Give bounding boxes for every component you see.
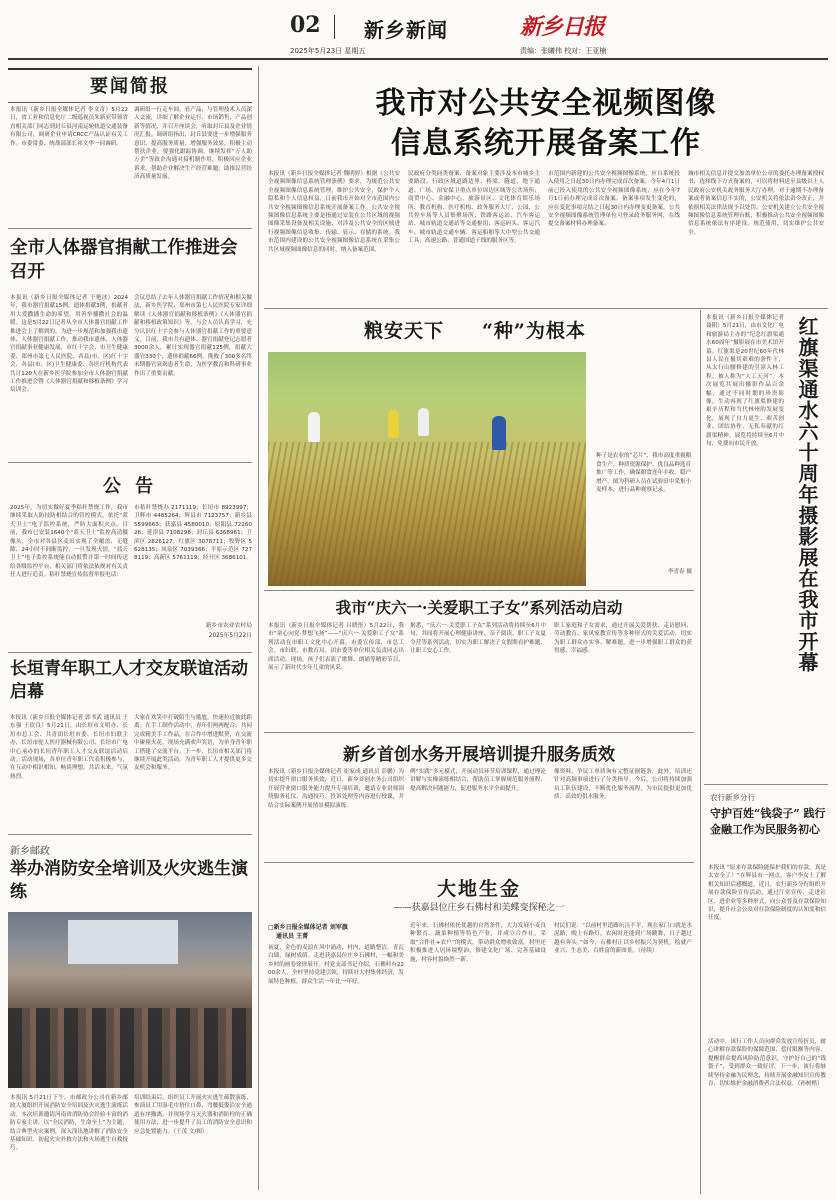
fire-kicker: 新乡邮政 — [10, 846, 50, 857]
youth-title: 长垣青年职工人才交友联谊活动启幕 — [10, 659, 248, 702]
youth-article — [8, 656, 252, 832]
rural-subtitle: ——获嘉县位庄乡石佛村和美蝶变探秘之一 — [393, 903, 565, 913]
bank-body-cont: 活动中，该行工作人员向群众发放宣传折页，耐心讲解存款保险的保障范围、偿付限额等内容，提醒群众提高风险防范意识，守护好自己的“钱袋子”，受到群众一致好评。下一步，该行将继续坚持金融为民理念，持续开展金融知识宣传教育，切实维护金融消费者合法权益。（孙树楷） — [708, 1039, 826, 1088]
divider — [264, 862, 694, 863]
fire-title: 举办消防安全培训及火灾逃生演练 — [10, 859, 248, 902]
water-body-col3: 像资料，争议工单质询有完整证据链条，此外，培训还针对高频事项进行了分类指导。今后，公司将持续加强员工队伍建设，不断优化服务流程，为市民提供更加优质、高效的供水服务。 — [554, 769, 692, 801]
bank-kicker: 农行新乡分行 — [710, 793, 755, 802]
donation-body: 本报讯（新乡日报全媒体记者 于艳冰）2024年，我市器官捐献15例，遗体捐献3例，捐献者用大爱撒播生命的希望，用善举播撒社会的温暖。这是5月22日记者从全市人体器官捐献工作推进会上了解到的。为进一步规范和加强我市遗体、人体器官捐献工作，推动我市遗体、人体器官捐献事业健康发展，市红十字会、市卫生健康委、郑州市第七人民医院、各县(市、区)红十字会、各县(市、区)卫生健康委、各医疗机构代表共计120人在新乡医学院参加全市人体器官捐献工作推进会暨《人体器官捐献和移植条例》学习培训会。 — [10, 295, 128, 394]
childrens-body-col2: 据悉，“庆六一·关爱职工子女”系列活动将持续至6月中旬，其间将开展心理健康讲座、亲子阅读、职工子女夏令营等系列活动，切实为职工解决子女假期看护难题，让职工安心工作。 — [410, 623, 546, 655]
fire-training-photo — [8, 912, 252, 1088]
news-briefs — [8, 68, 252, 228]
worker-figure — [418, 408, 429, 436]
divider — [264, 308, 828, 309]
rural-body-col2: 近年来，石佛村依托优越的自然条件，大力发展小麦良种繁育、蔬菜种植等特色产业，并成立合作社，采取“合作社+农户”的模式，带动群众增收致富。村里还积极推进人居环境整治，修建文化广场、完善基础设施，村容村貌焕然一新。 — [410, 923, 546, 963]
bank-body: 本报讯 “原来存款保险能保护我们的存款，真是太安全了！”在辉县市一网点，客户李女士了解相关知识后感慨道。近日，农行新乡分行组织开展存款保险宣传活动，通过厅堂宣传、走进社区、进企业等多种形式，向公众普及存款保险知识，提升社会公众对存款保险制度的认知度和信任度。 — [708, 865, 826, 922]
divider — [264, 590, 694, 591]
divider — [8, 834, 252, 835]
bank-article — [704, 788, 828, 1194]
canal-body: 本报讯（新乡日报全媒体记者 聂阳）5月21日，由市文化广电和旅游局主办的“纪念红旗渠通水60周年”摄影展在市美术馆开幕。红旗渠是20世纪60年代林县人民在极其艰难的条件下，从太行山腰修建的引漳入林工程，被人称为“人工天河”。本次展览共展出摄影作品百余幅，通过不同时期的珍贵影像，生动再现了红旗渠修建的艰辛历程和当代林州的发展变化，展现了自力更生、艰苦创业、团结协作、无私奉献的红旗渠精神。展览将持续至6月中旬，免费向市民开放。 — [706, 315, 784, 448]
briefs-body: 本报讯（新乡日报全媒体记者 李文奇）5月22日，省工业和信息化厅二级巡视员朱新亚带领省直相关部门同志到封丘县河南运轮轨道交通装备有限公司，调研企业申请CRCC产品认证有关工作。市委常委、统战部部长祁文华一同调研。 — [10, 107, 128, 147]
divider — [264, 732, 694, 733]
page-header — [0, 0, 836, 66]
youth-body: 本报讯（新乡日报全媒体记者 郭书武 通讯员 王东强 王钦良）5月21日，由长垣市文明办、长垣市总工会、共青团长垣市委、长垣市妇联主办，长垣市驼人医疗器械有限公司、长垣市广电中心承办的长垣青年职工人才交友联谊活动启动。活动现场，各单位青年职工代表积极参与，在互动中相识相知，畅谈理想，共话未来，气氛热烈。 — [10, 715, 128, 780]
fire-article — [8, 838, 252, 1194]
wheat-field-photo — [268, 352, 586, 586]
water-body-col2: 例“实践”多元模式，开展动员环节培训课程，通过理论讲解与实操演练相结合，帮助员工掌握规范服务流程，提高解决问题能力，促进服务水平全面提升。 — [410, 769, 546, 792]
water-body-col1: 本报讯（新乡日报全媒体记者 崔家成 通讯员 彭鹏）为切实提升窗口服务质效，近日，新乡首创水务公司组织开展营业窗口服务能力提升专项培训，邀请专业讲师围绕服务礼仪、沟通技巧、投诉处理等内容进行授课，并结合实际案例开展情景模拟演练。 — [268, 769, 404, 809]
notice-body: 2025年，为切实做好夏季秸秆禁烧工作，我市继续采取人防技防相结合的管控模式，依托“蓝天卫士”电子监控系统，严防大面积火点。目前，我市已安装1640个“蓝天卫士”监控高清摄像头，全市对各县区麦田实现了全覆盖、无缝隙、24小时不间断监控，一旦发现火情，“蓝天卫士”电子监控系统能自动报警并第一时间传送给各级监控平台，相关部门将依法依规对有关责任人进行追责。秸秆禁烧宣传监督举报电话： — [10, 505, 128, 579]
rural-byline: □新乡日报全媒体记者 刘军旗 — [268, 924, 348, 931]
notice-article — [8, 466, 252, 650]
newspaper-logo: 新乡日报 — [520, 14, 605, 40]
canal-title: 红旗渠通水六十周年摄影展在我市开幕 — [795, 316, 819, 673]
notice-title: 公 告 — [102, 476, 158, 497]
lead-body-col4: 城市相关信息并提交加盖单位公章的委托办理备案授权书，选择线下方式备案的，可以将材料送至县级以上人民政府公安机关政务服务大厅办理。对于逾期不办理备案或者备案信息不实的，公安机关将依法责令改正，并依据相关法律法规予以处罚。公安机关建立公共安全视频图像信息系统管理台账，积极推动公共安全视频图像信息系统依法有序建设、规范使用，切实维护公共安全。 — [688, 171, 824, 236]
lead-article — [264, 66, 828, 306]
rural-byline-2: 通讯员 王菁 — [276, 933, 309, 940]
editors-line: 责编：张曦伟 校对：王亚楠 — [520, 47, 607, 55]
harvest-feature — [264, 312, 694, 588]
canal-article — [704, 312, 828, 782]
fire-body: 本报讯 5月21日下午，市邮政分公司在新乡邮政大厦组织开展消防安全培训及火灾逃生演练活动。本次培训邀请河南省消防协会经验丰富的消防专家主讲，以“全民消防，生命至上”为主题，结合典型火灾案例，深入浅出地讲解了消防安全基础知识、初起火灾扑救方法和火场逃生自救技巧。 — [10, 1095, 128, 1152]
worker-figure — [308, 412, 320, 442]
divider — [8, 652, 252, 653]
lead-body-col1: 本报讯（新乡日报全媒体记者 魏明婷）根据《公共安全视频图像信息系统管理条例》要求，为规范公共安全视频图像信息系统管理，维护公共安全，保护个人隐私和个人信息权益，日前我市开始对全市范围内公共安全视频图像信息系统开展备案工作。公共安全视频图像信息系统主要是指通过安装在公共区域的视频图像采集设备及相关设施，对涉及公共安全的区域进行视频图像信息收集、传输、显示、存储的系统。我市范围内建设的公共安全视频图像信息系统在采集公共区域视频图像信息的同时，纳入备案范围。 — [268, 171, 400, 253]
notice-signature: 新乡市农业农村局 — [205, 623, 252, 629]
harvest-photo-credit: 李青春 摄 — [667, 569, 692, 575]
childrens-title: 我市“庆六一·关爱职工子女”系列活动启动 — [335, 598, 623, 617]
divider — [704, 784, 828, 785]
page-number: 02 — [290, 12, 321, 38]
header-rule — [8, 58, 828, 60]
lead-body-col2: 民政府分类同类备案、备案对象主要涉及本市城乡主要路段、行政区域道路边界、桥梁、隧道、地下通道、广场、治安保卫重点单位周边区域等公共场所；商贸中心、金融中心、旅游景区、文化体育娱乐场所、教育机构、医疗机构、政务服务大厅、公园、公共停车场等人员集聚场所；铁路客运站、汽车客运站、城市轨道交通站等交通枢纽；客运码头、客运汽车、城市轨道交通车辆、客运船舶等大中型公共交通工具；高速公路、普通国道干线的服务区等。 — [408, 171, 540, 245]
section-divider — [334, 15, 335, 39]
column-divider-left — [258, 66, 259, 1190]
section-title: 新乡新闻 — [364, 18, 448, 42]
donation-article — [8, 232, 252, 460]
rural-body-col1: 初夏，金色的麦浪在风中涌动，村内，道路整洁，青瓦白墙，绿树成荫。走进获嘉县位庄乡石佛村，一幅和美乡村的画卷徐徐展开。村党支部书记介绍，石佛村有2200余人，全村坚持党建引领，持续壮大村集体经济，发展特色种植，群众生活一年比一年好。 — [268, 945, 404, 985]
worker-figure — [492, 416, 506, 450]
publish-date: 2025年5月23日 星期五 — [290, 47, 366, 55]
donation-title: 全市人体器官捐献工作推进会召开 — [10, 238, 238, 282]
worker-figure — [388, 410, 399, 438]
harvest-title-left: 粮安天下 — [364, 320, 445, 342]
donation-body-cont: 会议总结了去年人体器官捐献工作情况和相关做法，新乡医学院、郑州市第七人民医院专家详细解读《人体器官捐献和移植条例》《人体器官捐献和移植政策知识》等。与会人员认真学习，充分认识红十字会参与人体器官捐献工作的重要意义。目前，我市共有遗体、器官捐献登记志愿者3000余人，累计实现器官捐献125例，捐献大器官330个，遗体捐献66例，挽救了300多名终末期器官衰竭患者生命，为医学教育和科研事业作出了重要贡献。 — [134, 295, 252, 377]
notice-phones: 市秸秆禁烧办 2171119；长垣市 8923997；卫辉市 4485264；辉县市 7123757；新乡县 5599663；获嘉县 4580010；原阳县 7226026；延津县 7108298；封丘县 6368961；卫滨区 2826127；红旗区 3078711；牧野区 5628135；凤泉区 7039366；平原示范区 7278119；高新区 5761119；经开区 3686101。 — [134, 505, 252, 562]
audience — [8, 1008, 252, 1088]
lead-title-line1: 我市对公共安全视频图像 — [375, 86, 717, 121]
briefs-title: 要闻简报 — [90, 76, 170, 97]
water-title: 新乡首创水务开展培训提升服务质效 — [343, 745, 615, 765]
rural-article — [264, 866, 694, 1194]
fire-body-cont: 培训结束后，组织员工开展火灾逃生疏散演练，参演员工用湿毛巾捂住口鼻、弯腰低姿沿安全通道有序撤离，并现场学习灭火器和消防栓的正确使用方法，进一步提升了员工的消防安全意识和应急处置能力。（王茂 文/图） — [134, 1095, 252, 1135]
rural-body-col3: 村民们说：“以前村里道路坑洼不平，现在家门口就是水泥路，晚上有路灯，农闲时还能到广场跳舞，日子越过越有奔头。”如今，石佛村正以乡村振兴为契机，绘就产业兴、生态美、百姓富的新图景。（待续） — [554, 923, 692, 955]
wheat-texture — [268, 442, 586, 586]
lead-body-col3: 市范围内新建的公共安全视频图像系统，应自系统投入使用之日起30日内办理完成首次备案。今年4月1日前已投入使用的公共安全视频图像系统，应在今年7月1日前办理完成首次备案。备案事项发生变化的，应在变化事项完结之日起30日内办理变更备案。公共安全视频图像系统管理单位可登录政务服务网，在线提交备案材料办理备案。 — [548, 171, 680, 228]
projection-screen — [68, 920, 178, 964]
rural-title: 大地生金 — [436, 878, 521, 900]
youth-body-cont: 大家在欢笑中打破陌生与尴尬，快速拉近彼此距离；在手工制作活动中，青年们两两配合，共同完成精美手工作品，在合作中增进默契，在交流中碰撞火花，现场充满欢声笑语，为单身青年职工搭建了交流平台。下一步，长垣市相关部门将继续开展此类活动，为青年职工人才提供更多交友机会和服务。 — [134, 715, 252, 772]
notice-date: 2025年5月22日 — [208, 633, 252, 639]
divider — [8, 228, 252, 229]
bank-title: 守护百姓“钱袋子” 践行金融工作为民服务初心 — [710, 807, 826, 836]
childrens-body-col1: 本报讯（新乡日报全媒体记者 吕晓彤）5月22日，我市“童心向党·梦想飞扬”——“庆六一·关爱职工子女”系列活动在市职工文化中心开幕。市委宣传部、市总工会、市妇联、市教育局、团市委等单位相关负责同志出席活动。现场，孩子们表演了歌舞、朗诵等精彩节目，展示了新时代少年儿童的风采。 — [268, 623, 404, 672]
briefs-body-cont: 调研组一行走车间、看产品，与管理技术人员深入交流，详细了解企业运行、市场销售、产品创新等情况，并召开座谈会，听取封丘县及企业情况汇报。调研组指出，封丘县要进一步增强服务意识，提高服务质量，增强服务效果，积极主动帮扶企业，要强化跟踪协调，继续发挥“万人助万企”等政企沟通对接机制作用，积极回应企业诉求，帮助企业解决生产经营难题，助推民营经济高质量发展。 — [134, 107, 252, 181]
divider — [8, 462, 252, 463]
lead-title-line2: 信息系统开展备案工作 — [391, 126, 701, 161]
water-article — [264, 736, 694, 860]
childrens-article — [264, 594, 694, 730]
harvest-caption: 种子是农业的“芯片”，我市高度重视粮食生产，种质资源保护、优良品种选育推广等工作，确保粮食连年丰收、稳产增产。图为科研人员在试验田中采集小麦样本，进行品种观察记录。 — [596, 453, 692, 494]
childrens-body-col3: 职工家庭和子女需求，通过开展关爱帮扶、走访慰问、劳动教育、家风家教宣传等多种形式的关爱活动，切实为职工群众办实事、解难题，进一步增强职工群众的获得感、幸福感。 — [554, 623, 692, 655]
harvest-title-right: “种”为根本 — [482, 320, 586, 342]
column-divider-right — [700, 310, 701, 1194]
